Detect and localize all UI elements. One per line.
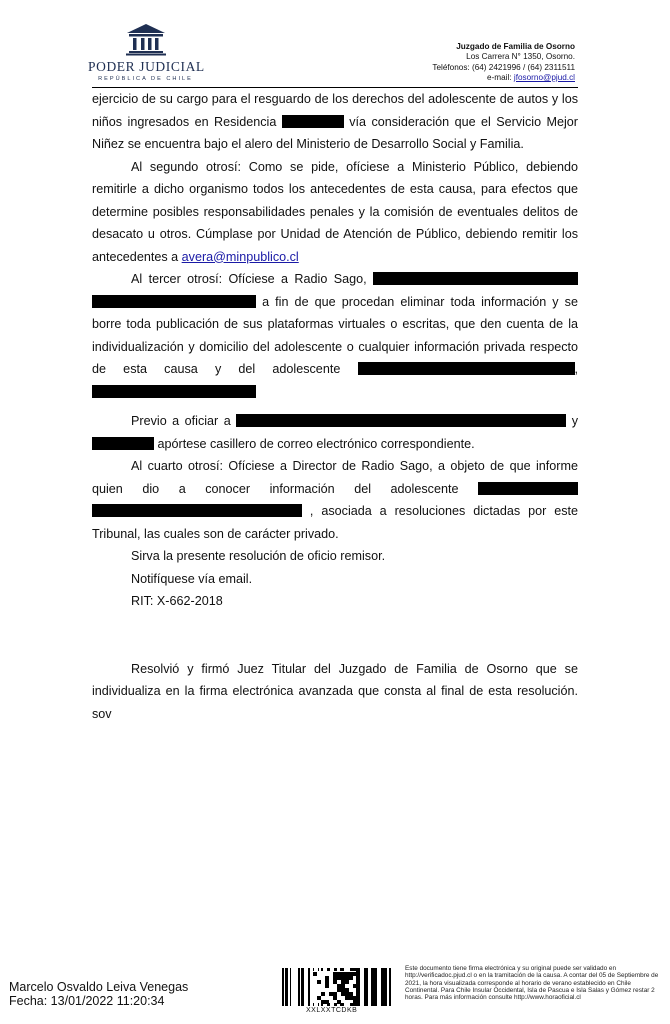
paragraph-previo-oficiar xyxy=(92,410,578,455)
paragraph-text: a fin de que procedan eliminar toda información y se borre toda publicación de sus plataformas virtuales o escritas, que den cuenta de la individualización y domicilio del adolescente o cualquier información privada respecto de esta causa y del adolescente xyxy=(92,294,578,376)
court-email-link[interactable]: jfosorno@pjud.cl xyxy=(513,72,575,82)
redaction-bar xyxy=(92,295,256,308)
paragraph-tercer-otrosi xyxy=(92,268,578,403)
paragraph-text: , xyxy=(574,362,578,376)
redaction-bar xyxy=(92,437,154,450)
paragraph-text: y xyxy=(566,414,579,428)
validity-notice: Este documento tiene firma electrónica y su original puede ser validado en http://verificadoc.pjud.cl o en la tramitación de la causa. A contar del 05 de Septiembre de 2021, la hora visualizada corresponde al horario de verano establecido en Chile Continental. Para Chile Insular Occidental, Isla de Pascua e Isla Salas y Gómez restar 2 horas. Para más información consulte http://www.horaoficial.cl xyxy=(405,965,659,1002)
signature-block xyxy=(9,980,188,1008)
court-name: Juzgado de Familia de Osorno xyxy=(456,42,575,51)
redaction-bar xyxy=(373,272,578,285)
case-rit: RIT: X-662-2018 xyxy=(131,594,223,608)
redaction-bar xyxy=(92,504,302,517)
logo-subtitle: REPÚBLICA DE CHILE xyxy=(98,76,193,82)
ministerio-email-link[interactable]: avera@minpublico.cl xyxy=(181,249,299,264)
poder-judicial-logo xyxy=(88,22,203,82)
court-address: Los Carrera N° 1350, Osorno. xyxy=(466,52,575,62)
redaction-bar xyxy=(92,385,256,398)
paragraph-notifiquese: Notifíquese vía email. xyxy=(131,571,253,586)
court-email-line xyxy=(432,73,575,83)
paragraph-text: Al cuarto otrosí: Ofíciese a Director de Radio Sago, a objeto de que informe quien dio a conocer información del adolescente xyxy=(92,459,578,496)
redaction-bar xyxy=(282,115,344,128)
logo-title: PODER JUDICIAL xyxy=(88,59,205,74)
barcode-image xyxy=(282,968,392,1006)
resolution-body xyxy=(92,88,578,725)
redaction-bar xyxy=(236,414,566,427)
signature-date: Fecha: 13/01/2022 11:20:34 xyxy=(9,994,165,1008)
paragraph-text: vía consideración que el Servicio Mejor Niñez se encuentra bajo el alero del Ministerio de Desarrollo Social y Familia. xyxy=(92,114,578,151)
paragraph-text: Al tercer otrosí: Ofíciese a Radio Sago, xyxy=(131,272,373,286)
paragraph-text: , asociada a resoluciones dictadas por este Tribunal, las cuales son de carácter privado. xyxy=(92,504,578,541)
paragraph-segundo-otrosi xyxy=(92,156,578,269)
barcode-code: XXLXXTCDKB xyxy=(306,1007,358,1014)
paragraph-text: ejercicio de su cargo para el resguardo de los derechos del adolescente de autos y los niños ingresados en Residencia xyxy=(92,92,578,129)
paragraph-text: apórtese casillero de correo electrónico correspondiente. xyxy=(154,436,475,451)
redaction-bar xyxy=(358,362,575,375)
courthouse-icon xyxy=(124,22,168,56)
email-label: e-mail: xyxy=(487,72,512,82)
paragraph-closing: Resolvió y firmó Juez Titular del Juzgado de Familia de Osorno que se individualiza en la firma electrónica avanzada que consta al final de esta resolución. sov xyxy=(92,661,578,721)
paragraph-residencia xyxy=(92,88,578,156)
paragraph-text: Previo a oficiar a xyxy=(131,414,237,428)
paragraph-oficio-remisor: Sirva la presente resolución de oficio remisor. xyxy=(131,549,386,563)
redaction-bar xyxy=(478,482,578,495)
spacer xyxy=(92,613,578,658)
paragraph-text: Al segundo otrosí: Como se pide, ofíciese a Ministerio Público, debiendo remitirle a dicho organismo todos los antecedentes de esta causa, para efectos que determine posibles responsabilidades penales y la comisión de eventuales delitos de desacato u otros. Cúmplase por Unidad de Atención de Público, debiendo remitir los antecedentes a xyxy=(92,159,578,264)
court-contact-block xyxy=(432,42,575,83)
paragraph-cuarto-otrosi xyxy=(92,455,578,545)
signer-name: Marcelo Osvaldo Leiva Venegas xyxy=(9,980,189,994)
court-phones: Teléfonos: (64) 2421996 / (64) 2311511 xyxy=(432,62,575,72)
